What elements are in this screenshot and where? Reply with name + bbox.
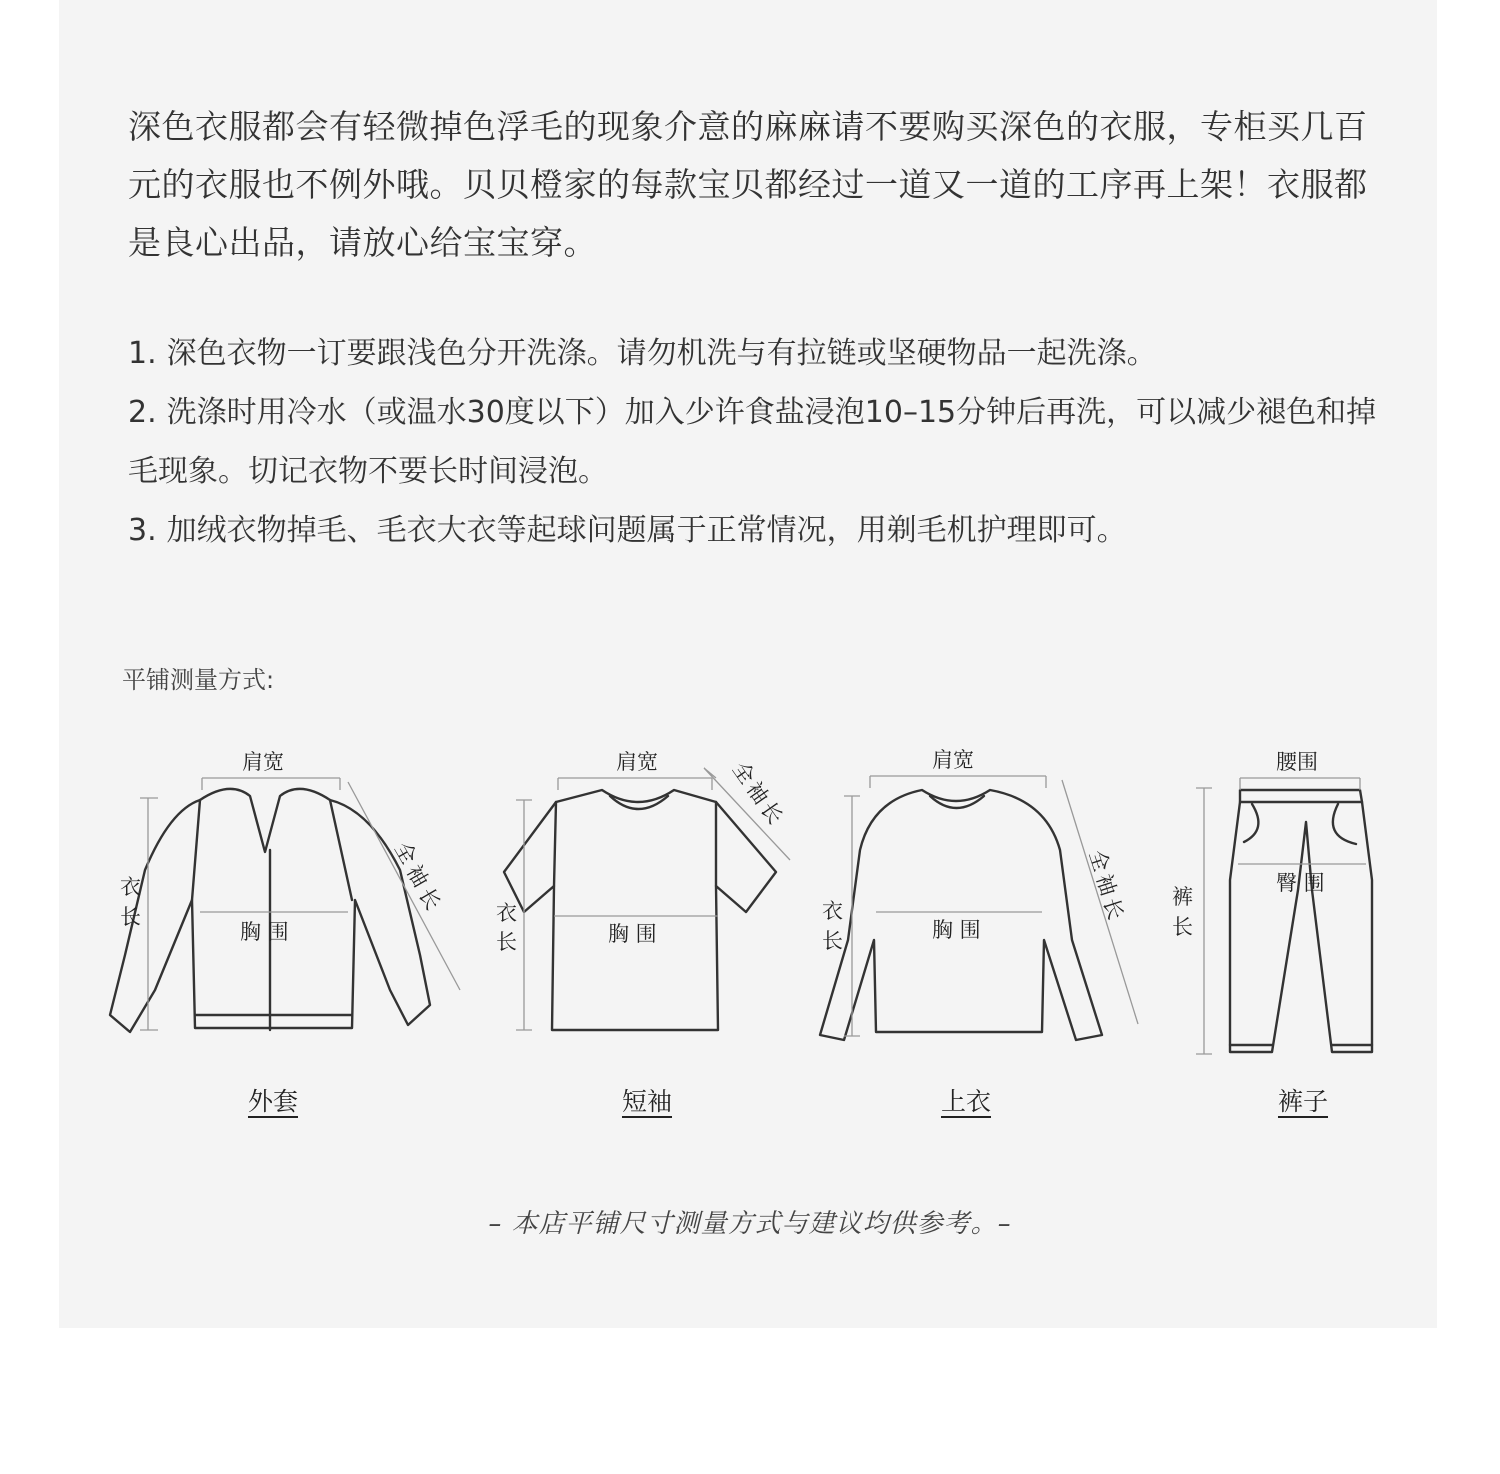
jacket-icon bbox=[110, 789, 430, 1032]
shoulder-measure-line bbox=[202, 778, 340, 790]
shoulder-measure-line bbox=[870, 776, 1046, 788]
length-measure-line bbox=[844, 796, 860, 1036]
length-label-top: 衣 bbox=[496, 901, 517, 925]
pants-icon bbox=[1230, 790, 1372, 1052]
measure-section-title: 平铺测量方式: bbox=[122, 666, 275, 694]
length-label-bottom: 长 bbox=[120, 905, 141, 929]
tip-text: 加绒衣物掉毛、毛衣大衣等起球问题属于正常情况，用剃毛机护理即可。 bbox=[166, 513, 1127, 548]
length-label-top: 衣 bbox=[120, 875, 141, 899]
tshirt-figure bbox=[490, 740, 810, 1050]
length-label-bottom: 长 bbox=[496, 930, 517, 954]
sleeve-label-3: 长 bbox=[413, 883, 446, 915]
chest-label: 胸 围 bbox=[240, 920, 289, 944]
pants-figure bbox=[1160, 740, 1400, 1060]
sleeve-label-1: 全 bbox=[389, 837, 422, 869]
top-figure bbox=[810, 740, 1150, 1050]
sleeve-label-2: 袖 bbox=[401, 860, 434, 892]
length-label-bottom: 长 bbox=[822, 929, 843, 953]
jacket-caption: 外套 bbox=[247, 1087, 299, 1116]
tip-item bbox=[128, 501, 1398, 560]
intro-paragraph: 深色衣服都会有轻微掉色浮毛的现象介意的麻麻请不要购买深色的衣服，专柜买几百元的衣服也不例外哦。贝贝橙家的每款宝贝都经过一道又一道的工序再上架！衣服都是良心出品，请放心给宝宝穿。 bbox=[128, 107, 1368, 262]
chest-label: 胸 围 bbox=[608, 922, 657, 946]
sleeve-label-2: 袖 bbox=[1091, 871, 1121, 899]
shoulder-label: 肩宽 bbox=[616, 750, 658, 774]
pants-length-label-top: 裤 bbox=[1172, 885, 1193, 909]
pants-caption: 裤子 bbox=[1277, 1087, 1329, 1116]
pants-diagram bbox=[1160, 740, 1400, 1060]
sleeve-label-1: 全 bbox=[1084, 847, 1114, 875]
pants-length-label-bottom: 长 bbox=[1172, 915, 1193, 939]
sleeve-measure-line bbox=[348, 782, 460, 990]
jacket-figure bbox=[100, 740, 480, 1050]
tip-number: 2. bbox=[128, 395, 157, 430]
pants-length-measure-line bbox=[1196, 788, 1212, 1054]
sleeve-label-2: 袖 bbox=[741, 777, 774, 809]
tip-item bbox=[128, 383, 1398, 501]
hip-label: 臀 围 bbox=[1276, 871, 1325, 895]
tip-item bbox=[128, 324, 1398, 383]
footnote: – 本店平铺尺寸测量方式与建议均供参考。– bbox=[488, 1209, 1012, 1239]
tip-number: 1. bbox=[128, 336, 157, 371]
shoulder-measure-line bbox=[558, 778, 712, 790]
length-label-top: 衣 bbox=[822, 899, 843, 923]
tip-number: 3. bbox=[128, 513, 157, 548]
tip-text: 洗涤时用冷水（或温水30度以下）加入少许食盐浸泡10–15分钟后再洗，可以减少褪色和掉毛现象。切记衣物不要长时间浸泡。 bbox=[128, 395, 1377, 489]
tshirt-icon bbox=[504, 790, 776, 1030]
sleeve-label-3: 长 bbox=[1098, 895, 1128, 923]
sleeve-label-1: 全 bbox=[727, 757, 760, 789]
length-measure-line bbox=[140, 798, 158, 1030]
length-measure-line bbox=[516, 800, 532, 1030]
waist-measure-line bbox=[1240, 778, 1360, 790]
top-caption: 上衣 bbox=[940, 1087, 992, 1116]
jacket-diagram bbox=[100, 740, 480, 1050]
shoulder-label: 肩宽 bbox=[242, 750, 284, 774]
tshirt-caption: 短袖 bbox=[621, 1087, 673, 1116]
top-icon bbox=[820, 790, 1102, 1040]
chest-label: 胸 围 bbox=[932, 918, 981, 942]
waist-label: 腰围 bbox=[1276, 750, 1318, 774]
washing-tips-list bbox=[128, 324, 1398, 560]
sleeve-label-3: 长 bbox=[755, 797, 788, 829]
top-diagram bbox=[810, 740, 1150, 1050]
shoulder-label: 肩宽 bbox=[932, 748, 974, 772]
tip-text: 深色衣物一订要跟浅色分开洗涤。请勿机洗与有拉链或坚硬物品一起洗涤。 bbox=[166, 336, 1157, 371]
tshirt-diagram bbox=[490, 740, 810, 1050]
